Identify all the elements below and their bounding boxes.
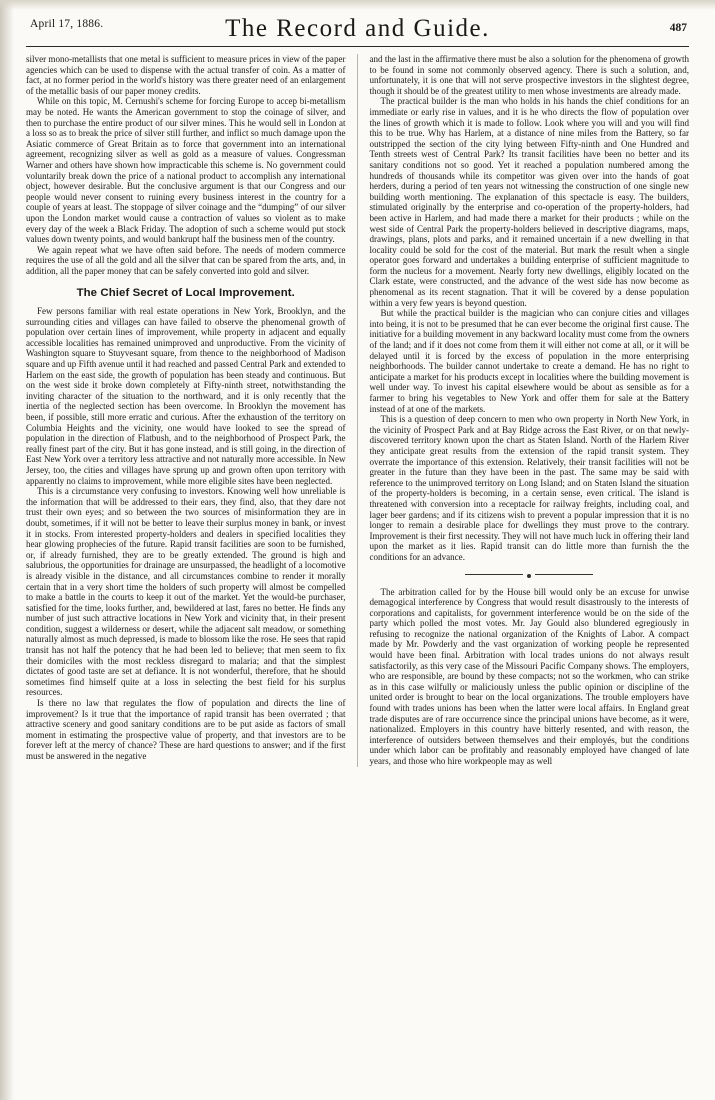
left-column bbox=[26, 54, 358, 767]
publication-title: The Record and Guide. bbox=[225, 15, 490, 42]
paragraph: Few persons familiar with real estate operations in New York, Brooklyn, and the surrounding cities and villages can have failed to observe the phenomenal growth of population over certain lines of improvement, while property in adjacent and equally accessible localities has remained unimproved and unproductive. From the vicinity of Washington square to Stuyvesant square, from thence to the neighborhood of Madison square and up Fifth avenue until it had reached and passed Central Park and extended to Harlem on the east side, the growth of population has been steady and continuous. But on the west side it broke down completely at Fifty-ninth street, notwithstanding the inviting character of the situation to the northward, and it is only recently that the inertia of the neglected section has been overcome. In Brooklyn the movement has been, if possible, still more erratic and curious. After the exhaustion of the territory on Columbia Heights and the vicinity, one would have looked to see the spread of population in the direction of Flatbush, and to the neighborhood of Prospect Park, the really finest part of the city. But it has gone instead, and is still going, in the direction of East New York over a territory less attractive and not naturally more accessible. In New Jersey, too, the cities and villages have sprung up and grown often upon territory with apparently no claims to improvement, while more eligible sites have been neglected. bbox=[26, 306, 346, 486]
paragraph: We again repeat what we have often said before. The needs of modern commerce requires the use of all the gold and all the silver that can be spared from the arts, and, in addition, all the paper money that can be safely converted into gold and silver. bbox=[26, 244, 346, 276]
divider-dot-icon bbox=[527, 574, 531, 578]
paragraph: The arbitration called for by the House bill would only be an excuse for unwise demagogical interference by Congress that would result disastrously to the interests of corporations and capitalists, for government interference would be on the side of the party which polled the most votes. Mr. Jay Gould also blundered egregiously in refusing to recognize the national organization of the Knights of Labor. A compact made by Mr. Powderly and the vast organization of working people he represented would have been final. Arbitration with local trades unions do not always result satisfactorily, as this very case of the Missouri Pacific Company shows. The employers, who are responsible, are bound by these compacts; not so the workmen, who can strike as in this case wilfully or maliciously unless the public opinion or discipline of the united order is brought to bear on the local organizations. The trouble employers have found with trades unions has been when the latter were local affairs. In England great trade disputes are of rare occurrence since the principal unions have become, as it were, nationalized. Employers in this country have bitterly resented, and with reason, the interference of outsiders between themselves and their employés, but the conditions under which labor can be profitably and reasonably employed have changed of late years, and those who hire workpeople may as well bbox=[369, 586, 689, 766]
masthead bbox=[0, 0, 715, 40]
paragraph: This is a circumstance very confusing to investors. Knowing well how unreliable is the information that will be addressed to their ears, they find, also, that they dare not trust their own eyes; and so between the two sources of misinformation they are in doubt, sometimes, if it will not be better to leave their surplus money in bank, or invest it in stocks. From interested property-holders and dealers in specified localities they hear glowing prophecies of the future. Rapid transit facilities are soon to be furnished, or, if already furnished, they are to be greatly extended. The ground is high and salubrious, the opportunities for drainage are unsurpassed, the headlight of a locomotive is already visible in the distance, and all circumstances combine to render it morally certain that in a very short time the holders of such property will almost be compelled to make a battle in the courts to keep it out of the market. Yet the would-be purchaser, satisfied for the time, looks further, and, bewildered at last, fares no better. He finds any number of just such attractive locations in New York and vicinity that, in their present condition, suggest a wilderness or desert, while the adjacent salt meadow, or something naturally almost as much depressed, is made to blossom like the rose. He sees that rapid transit has not half the potency that he had been led to believe; that men seem to fix their domiciles with the most reckless disregard to malaria; and that the simplest dictates of good taste are set at defiance. It is not wonderful, therefore, that he should sometimes find himself quite at a loss in selecting the best field for his surplus resources. bbox=[26, 486, 346, 698]
paragraph: This is a question of deep concern to men who own property in North New York, in the vicinity of Prospect Park and at Bay Ridge across the East River, or on that newly-discovered territory known upon the chart as Staten Island. North of the Harlem River they anticipate great results from the extension of the rapid transit system. They overrate the importance of this extension. Relatively, their transit facilities will not be greater in the future than they have been in the past. The same may be said with reference to the unimproved territory on Long Island; and on Staten Island the situation of the property-holders is becoming, in a certain sense, even critical. The island is threatened with conversion into a receptacle for railway freights, including coal, and lager beer gardens; and if its citizens wish to prevent a popular impression that it is no longer to remain a desirable place for dwellings they must prove to the contrary. Improvement is their first necessity. They will not have much luck in offering their land upon the market as it lies. Rapid transit can do little more than furnish the the conditions for an advance. bbox=[369, 414, 689, 562]
paragraph: and the last in the affirmative there must be also a solution for the phenomena of growth to be found in some not commonly observed agency. There is such a solution, and, unfortunately, it is one that will not serve prospective investors in the slightest degree, though it should be of the greatest utility to men whose investments are already made. bbox=[369, 54, 689, 96]
issue-date: April 17, 1886. bbox=[30, 18, 104, 30]
paragraph: silver mono-metallists that one metal is sufficient to measure prices in view of the paper agencies which can be used to dispense with the actual transfer of coin. As a matter of fact, at no former period in the world's history was there greater need of an enlargement of the metallic basis of our paper money credits. bbox=[26, 54, 346, 96]
article-columns bbox=[0, 47, 715, 777]
page-number: 487 bbox=[669, 22, 687, 34]
paragraph: Is there no law that regulates the flow of population and directs the line of improvement? Is it true that the importance of rapid transit has been overrated ; that attractive scenery and good sanitary conditions are to be put aside as factors of small moment in estimating the prospective value of property, and that investors are to be forever left at the mercy of chance? These are hard questions to answer; and if the first must be answered in the negative bbox=[26, 698, 346, 761]
section-divider bbox=[370, 572, 690, 578]
paragraph: But while the practical builder is the magician who can conjure cities and villages into being, it is not to be presumed that he can ever become the original first cause. The initiative for a building movement in any backward locality must come from the owners of the land; and if it does not come from them it will either not come at all, or it will be delayed until it is forced by the excess of population in the more enterprising neighborhoods. The builder cannot undertake to create a demand. He has no right to anticipate a market for his products except in localities where the building movement is well under way. To invest his capital elsewhere would be about as sensible as for a farmer to bring his vegetables to New York and offer them for sale at the Battery instead of at one of the markets. bbox=[369, 308, 689, 414]
section-heading: The Chief Secret of Local Improvement. bbox=[76, 287, 295, 300]
paragraph: While on this topic, M. Cernushi's scheme for forcing Europe to accep̱ bi-metallism may be noted. He wants the American government to stop the coinage of silver, and then to purchase the entire product of our silver mines. This he would sell in London at a loss so as to break the price of silver still further, and inflict so much damage upon the Asiatic commerce of Great Britain as to force that government into an international agreement, recognizing silver as well as gold as a measure of values. Congressman Warner and others have shown how impracticable this scheme is. No government could voluntarily break down the price of a national product to accomplish any international object, however desirable. But the conclusive argument is that our Congress and our people would never consent to ruining every business interest in the country for a couple of years at least. The stoppage of silver coinage and the “dumping” of our silver upon the London market would cause a contraction of values so violent as to make every day of the week a Black Friday. The adoption of such a scheme would put stock values down twenty points, and would bankrupt half the business men of the country. bbox=[26, 96, 346, 245]
divider-rule-right bbox=[535, 574, 593, 575]
paragraph: The practical builder is the man who holds in his hands the chief conditions for an immediate or early rise in values, and it is he who directs the flow of population over the lines of growth which it is made to follow. Look where you will and you will find this to be true. Why has Harlem, at a distance of nine miles from the Battery, so far outstripped the section of the city lying between Fifty-ninth and One Hundred and Tenth streets west of Central Park? Its transit facilities have been no better and its sanitary conditions not so good. Yet it reached a population numbered among the hundreds of thousands while its competitor was given over into the hands of goat herders, during a period of ten years not witnessing the construction of one single new building worth mentioning. The explanation of this spectacle is easy. The builders, stimulated originally by the enterprise and co-operation of the property-holders, had been active in Harlem, and had made there a market for their products ; while on the west side of Central Park the property-holders believed in descriptive diagrams, maps, drawings, plans, plots and parks, and it remained uncertain if a new dwelling in that locality could be sold for the cost of the material. But mark the result when a single operator goes forward and undertakes a building enterprise of sufficient magnitude to form the nucleus for a movement. Nearly forty new dwellings, eligibly located on the Clark estate, were constructed, and the advance of the west side has now become as phenomenal as its recent stagnation. That it will be covered by a dense population within a very few years is beyond question. bbox=[369, 96, 689, 308]
right-column bbox=[358, 54, 690, 767]
divider-rule-left bbox=[465, 574, 523, 575]
